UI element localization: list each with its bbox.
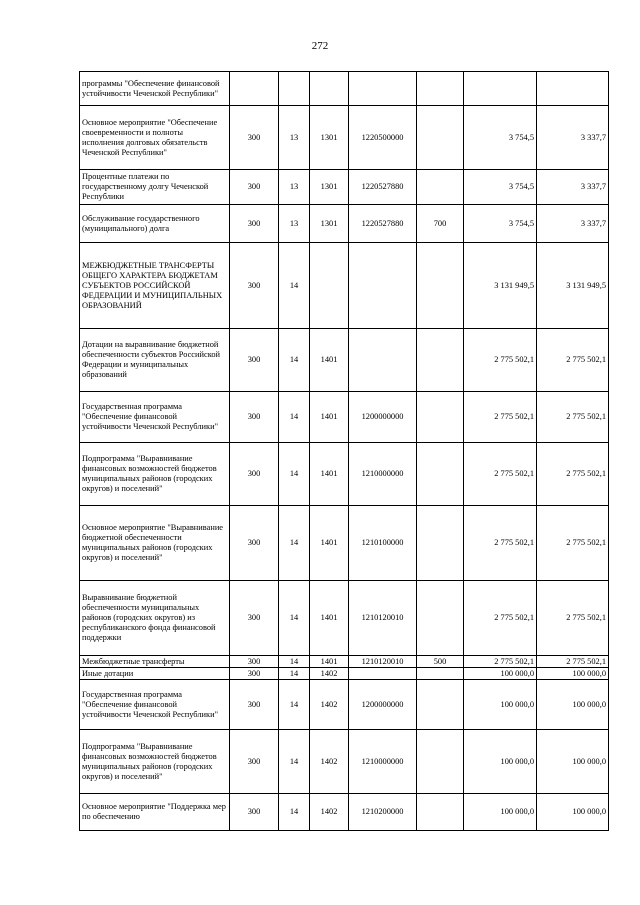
expense-type-code — [417, 243, 464, 329]
amount-year-1: 3 754,5 — [464, 205, 537, 243]
amount-year-1 — [464, 72, 537, 106]
subsection-code: 1402 — [310, 668, 349, 680]
ministry-code: 300 — [230, 243, 279, 329]
expense-type-code — [417, 794, 464, 831]
amount-year-2: 3 337,7 — [537, 106, 609, 170]
target-article-code: 1220527880 — [349, 205, 417, 243]
amount-year-2: 2 775 502,1 — [537, 506, 609, 581]
table-row — [80, 506, 609, 581]
amount-year-2: 2 775 502,1 — [537, 656, 609, 668]
amount-year-1: 2 775 502,1 — [464, 506, 537, 581]
table-row — [80, 243, 609, 329]
amount-year-1: 3 131 949,5 — [464, 243, 537, 329]
expense-type-code — [417, 581, 464, 656]
budget-table — [79, 71, 609, 831]
table-row — [80, 72, 609, 106]
amount-year-2: 3 131 949,5 — [537, 243, 609, 329]
amount-year-1: 3 754,5 — [464, 106, 537, 170]
target-article-code: 1200000000 — [349, 680, 417, 730]
target-article-code: 1220500000 — [349, 106, 417, 170]
amount-year-2: 3 337,7 — [537, 170, 609, 205]
row-name: Основное мероприятие "Поддержка мер по обеспечению — [80, 794, 230, 831]
table-row — [80, 106, 609, 170]
ministry-code: 300 — [230, 443, 279, 506]
target-article-code — [349, 243, 417, 329]
expense-type-code — [417, 392, 464, 443]
subsection-code: 1401 — [310, 581, 349, 656]
table-row — [80, 205, 609, 243]
subsection-code: 1301 — [310, 205, 349, 243]
expense-type-code — [417, 106, 464, 170]
subsection-code: 1402 — [310, 730, 349, 794]
table-row — [80, 656, 609, 668]
table-row — [80, 730, 609, 794]
amount-year-1: 100 000,0 — [464, 668, 537, 680]
table-row — [80, 329, 609, 392]
amount-year-2: 100 000,0 — [537, 668, 609, 680]
amount-year-2: 2 775 502,1 — [537, 329, 609, 392]
amount-year-1: 3 754,5 — [464, 170, 537, 205]
amount-year-1: 2 775 502,1 — [464, 443, 537, 506]
ministry-code: 300 — [230, 329, 279, 392]
table-row — [80, 392, 609, 443]
expense-type-code — [417, 72, 464, 106]
section-code: 14 — [279, 392, 310, 443]
ministry-code: 300 — [230, 106, 279, 170]
target-article-code: 1210100000 — [349, 506, 417, 581]
subsection-code: 1401 — [310, 656, 349, 668]
row-name: Подпрограмма "Выравнивание финансовых возможностей бюджетов муниципальных районов (городских округов) и поселений" — [80, 730, 230, 794]
section-code: 14 — [279, 668, 310, 680]
expense-type-code — [417, 329, 464, 392]
subsection-code: 1301 — [310, 106, 349, 170]
subsection-code — [310, 72, 349, 106]
ministry-code — [230, 72, 279, 106]
subsection-code: 1402 — [310, 794, 349, 831]
table-row — [80, 794, 609, 831]
row-name: Процентные платежи по государственному долгу Чеченской Республики — [80, 170, 230, 205]
amount-year-2 — [537, 72, 609, 106]
table-row — [80, 443, 609, 506]
page-number: 272 — [311, 40, 329, 52]
section-code: 14 — [279, 329, 310, 392]
ministry-code: 300 — [230, 581, 279, 656]
amount-year-1: 2 775 502,1 — [464, 329, 537, 392]
section-code: 13 — [279, 106, 310, 170]
target-article-code — [349, 329, 417, 392]
section-code: 14 — [279, 506, 310, 581]
table-row — [80, 581, 609, 656]
row-name: Основное мероприятие "Выравнивание бюджетной обеспеченности муниципальных районов (городских округов) и поселений" — [80, 506, 230, 581]
subsection-code: 1401 — [310, 392, 349, 443]
amount-year-1: 2 775 502,1 — [464, 392, 537, 443]
subsection-code — [310, 243, 349, 329]
table-row — [80, 680, 609, 730]
amount-year-1: 2 775 502,1 — [464, 581, 537, 656]
amount-year-2: 100 000,0 — [537, 680, 609, 730]
target-article-code: 1210000000 — [349, 730, 417, 794]
ministry-code: 300 — [230, 668, 279, 680]
section-code: 14 — [279, 656, 310, 668]
section-code: 14 — [279, 794, 310, 831]
expense-type-code — [417, 506, 464, 581]
row-name: Государственная программа "Обеспечение финансовой устойчивости Чеченской Республики" — [80, 680, 230, 730]
ministry-code: 300 — [230, 170, 279, 205]
row-name: Межбюджетные трансферты — [80, 656, 230, 668]
expense-type-code — [417, 443, 464, 506]
ministry-code: 300 — [230, 730, 279, 794]
row-name: Иные дотации — [80, 668, 230, 680]
target-article-code — [349, 72, 417, 106]
ministry-code: 300 — [230, 794, 279, 831]
expense-type-code — [417, 668, 464, 680]
section-code: 13 — [279, 205, 310, 243]
target-article-code: 1210200000 — [349, 794, 417, 831]
ministry-code: 300 — [230, 506, 279, 581]
section-code: 14 — [279, 443, 310, 506]
section-code: 14 — [279, 730, 310, 794]
expense-type-code — [417, 680, 464, 730]
subsection-code: 1402 — [310, 680, 349, 730]
section-code: 14 — [279, 581, 310, 656]
section-code: 14 — [279, 680, 310, 730]
section-code: 14 — [279, 243, 310, 329]
row-name: МЕЖБЮДЖЕТНЫЕ ТРАНСФЕРТЫ ОБЩЕГО ХАРАКТЕРА БЮДЖЕТАМ СУБЪЕКТОВ РОССИЙСКОЙ ФЕДЕРАЦИИ И МУНИЦИПАЛЬНЫХ ОБРАЗОВАНИЙ — [80, 243, 230, 329]
target-article-code: 1200000000 — [349, 392, 417, 443]
row-name: программы "Обеспечение финансовой устойчивости Чеченской Республики" — [80, 72, 230, 106]
row-name: Обслуживание государственного (муниципального) долга — [80, 205, 230, 243]
subsection-code: 1401 — [310, 443, 349, 506]
target-article-code: 1220527880 — [349, 170, 417, 205]
target-article-code: 1210000000 — [349, 443, 417, 506]
amount-year-1: 100 000,0 — [464, 794, 537, 831]
amount-year-2: 3 337,7 — [537, 205, 609, 243]
section-code — [279, 72, 310, 106]
amount-year-1: 100 000,0 — [464, 680, 537, 730]
amount-year-1: 2 775 502,1 — [464, 656, 537, 668]
subsection-code: 1401 — [310, 329, 349, 392]
table-row — [80, 170, 609, 205]
expense-type-code: 500 — [417, 656, 464, 668]
subsection-code: 1401 — [310, 506, 349, 581]
row-name: Государственная программа "Обеспечение финансовой устойчивости Чеченской Республики" — [80, 392, 230, 443]
amount-year-2: 100 000,0 — [537, 794, 609, 831]
amount-year-2: 100 000,0 — [537, 730, 609, 794]
ministry-code: 300 — [230, 205, 279, 243]
row-name: Дотации на выравнивание бюджетной обеспеченности субъектов Российской Федерации и муниципальных образований — [80, 329, 230, 392]
target-article-code: 1210120010 — [349, 581, 417, 656]
amount-year-2: 2 775 502,1 — [537, 581, 609, 656]
row-name: Подпрограмма "Выравнивание финансовых возможностей бюджетов муниципальных районов (городских округов) и поселений" — [80, 443, 230, 506]
table-row — [80, 668, 609, 680]
amount-year-2: 2 775 502,1 — [537, 392, 609, 443]
expense-type-code — [417, 730, 464, 794]
target-article-code — [349, 668, 417, 680]
ministry-code: 300 — [230, 392, 279, 443]
target-article-code: 1210120010 — [349, 656, 417, 668]
ministry-code: 300 — [230, 656, 279, 668]
subsection-code: 1301 — [310, 170, 349, 205]
ministry-code: 300 — [230, 680, 279, 730]
amount-year-2: 2 775 502,1 — [537, 443, 609, 506]
amount-year-1: 100 000,0 — [464, 730, 537, 794]
row-name: Основное мероприятие "Обеспечение своевременности и полноты исполнения долговых обязательств Чеченской Республики" — [80, 106, 230, 170]
section-code: 13 — [279, 170, 310, 205]
expense-type-code — [417, 170, 464, 205]
row-name: Выравнивание бюджетной обеспеченности муниципальных районов (городских округов) из республиканского фонда финансовой поддержки — [80, 581, 230, 656]
expense-type-code: 700 — [417, 205, 464, 243]
